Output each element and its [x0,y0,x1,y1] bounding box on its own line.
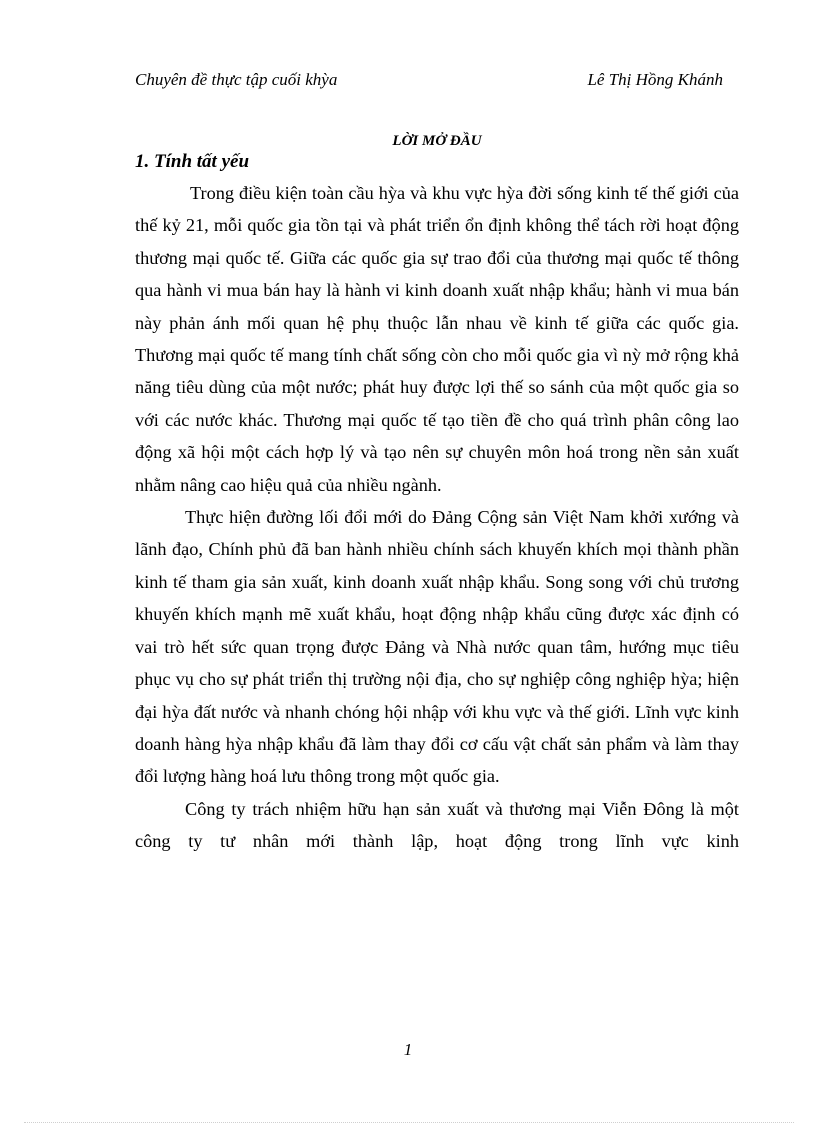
section-heading: 1. Tính tất yếu [135,151,250,172]
header-document-title: Chuyên đề thực tập cuối khỳa [135,70,338,89]
paragraph-1: Trong điều kiện toàn cầu hỳa và khu vực hỳa đời sống kinh tế thế giới của thế kỷ 21, mỗi quốc gia tồn tại và phát triển ổn định không thể tách rời hoạt động thương mại quốc tế. Giữa các quốc gia sự trao đổi của thương mại quốc tế thông qua hành vi mua bán hay là hành vi kinh doanh xuất nhập khẩu; hành vi mua bán này phản ánh mối quan hệ phụ thuộc lẫn nhau về kinh tế giữa các quốc gia. Thương mại quốc tế mang tính chất sống còn cho mỗi quốc gia vì nỳ mở rộng khả năng tiêu dùng của một nước; phát huy được lợi thế so sánh của một quốc gia so với các nước khác. Thương mại quốc tế tạo tiền đề cho quá trình phân công lao động xã hội một cách hợp lý và tạo nên sự chuyên môn hoá trong nền sản xuất nhằm nâng cao hiệu quả của nhiều ngành. [135,183,739,495]
paragraph-2: Thực hiện đường lối đổi mới do Đảng Cộng sản Việt Nam khởi xướng và lãnh đạo, Chính phủ đã ban hành nhiều chính sách khuyến khích mọi thành phần kinh tế tham gia sản xuất, kinh doanh xuất nhập khẩu. Song song với chủ trương khuyến khích mạnh mẽ xuất khẩu, hoạt động nhập khẩu cũng được xác định có vai trò hết sức quan trọng được Đảng và Nhà nước quan tâm, hướng mục tiêu phục vụ cho sự phát triển thị trường nội địa, cho sự nghiệp công nghiệp hỳa; hiện đại hỳa đất nước và nhanh chóng hội nhập với khu vực và thế giới. Lĩnh vực kinh doanh hàng hỳa nhập khẩu đã làm thay đổi cơ cấu vật chất sản phẩm và làm thay đổi lượng hàng hoá lưu thông trong một quốc gia. [135,507,739,787]
page-number: 1 [403,1040,413,1059]
body-text [135,177,739,858]
page-title: LỜI MỞ ĐẦU [392,133,482,149]
paragraph-3: Công ty trách nhiệm hữu hạn sản xuất và thương mại Viễn Đông là một công ty tư nhân mới thành lập, hoạt động trong lĩnh vực kinh [135,798,739,852]
page-header [135,70,725,94]
header-author-name: Lê Thị Hồng Khánh [587,70,723,89]
